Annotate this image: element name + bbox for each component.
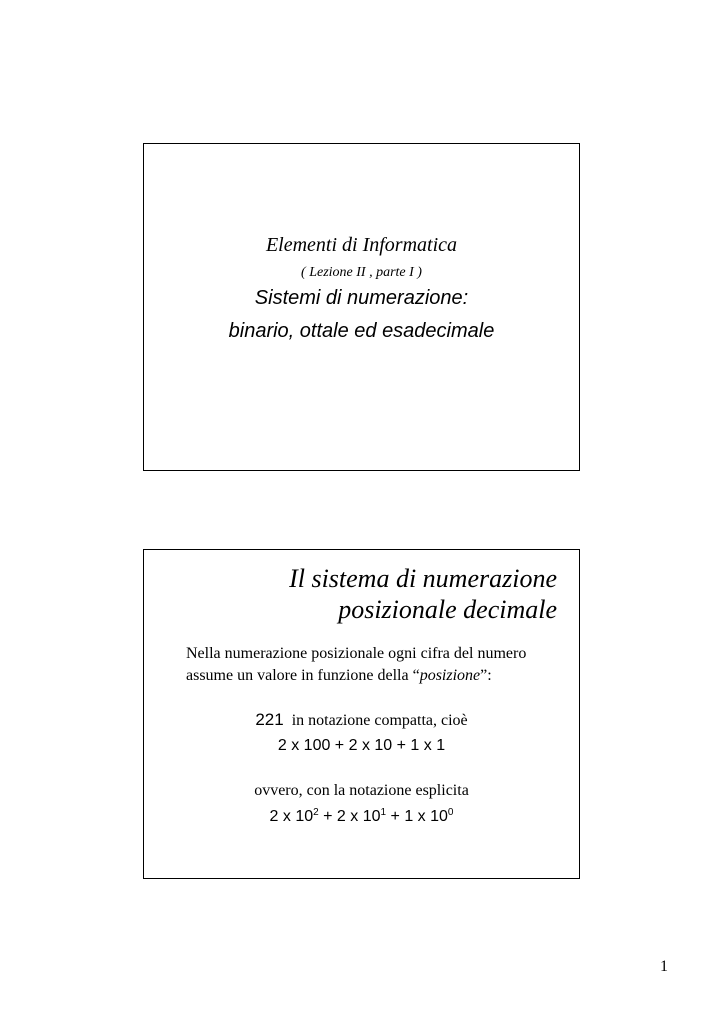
topic-line-1: Sistemi di numerazione: [254,287,469,309]
example-line [144,710,579,730]
term-2-exponent: 1 [380,807,387,818]
term-2-base: + 2 x 10 [318,808,381,825]
explicit-caption: ovvero, con la notazione esplicita [254,782,469,799]
slide-heading-line-1: Il sistema di numerazione [289,564,557,593]
topic-line-2: binario, ottale ed esadecimale [228,320,495,342]
term-3-exponent: 0 [447,807,454,818]
intro-line-2-end: ”: [480,667,492,684]
example-number: 221 [255,710,284,729]
intro-line-2 [186,665,576,687]
slide-positional-decimal [143,549,580,879]
term-1-exponent: 2 [313,807,319,818]
term-1-base: 2 x 10 [269,808,314,825]
compact-expression: 2 x 100 + 2 x 10 + 1 x 1 [277,737,446,754]
explicit-expression [144,807,579,826]
emphasis-posizione: posizione [419,667,481,684]
slide-heading [289,563,557,625]
example-caption: in notazione compatta, cioè [291,712,468,729]
intro-line-1: Nella numerazione posizionale ogni cifra del numero [186,645,527,662]
slide-title [143,143,580,471]
intro-paragraph [186,643,576,687]
term-3-base: + 1 x 10 [386,808,448,825]
slide-heading-line-2: posizionale decimale [338,595,557,624]
intro-line-2-start: assume un valore in funzione della “ [186,667,420,684]
page-number: 1 [660,958,668,975]
course-title: Elementi di Informatica [265,234,458,256]
lesson-subtitle: ( Lezione II , parte I ) [301,265,422,280]
